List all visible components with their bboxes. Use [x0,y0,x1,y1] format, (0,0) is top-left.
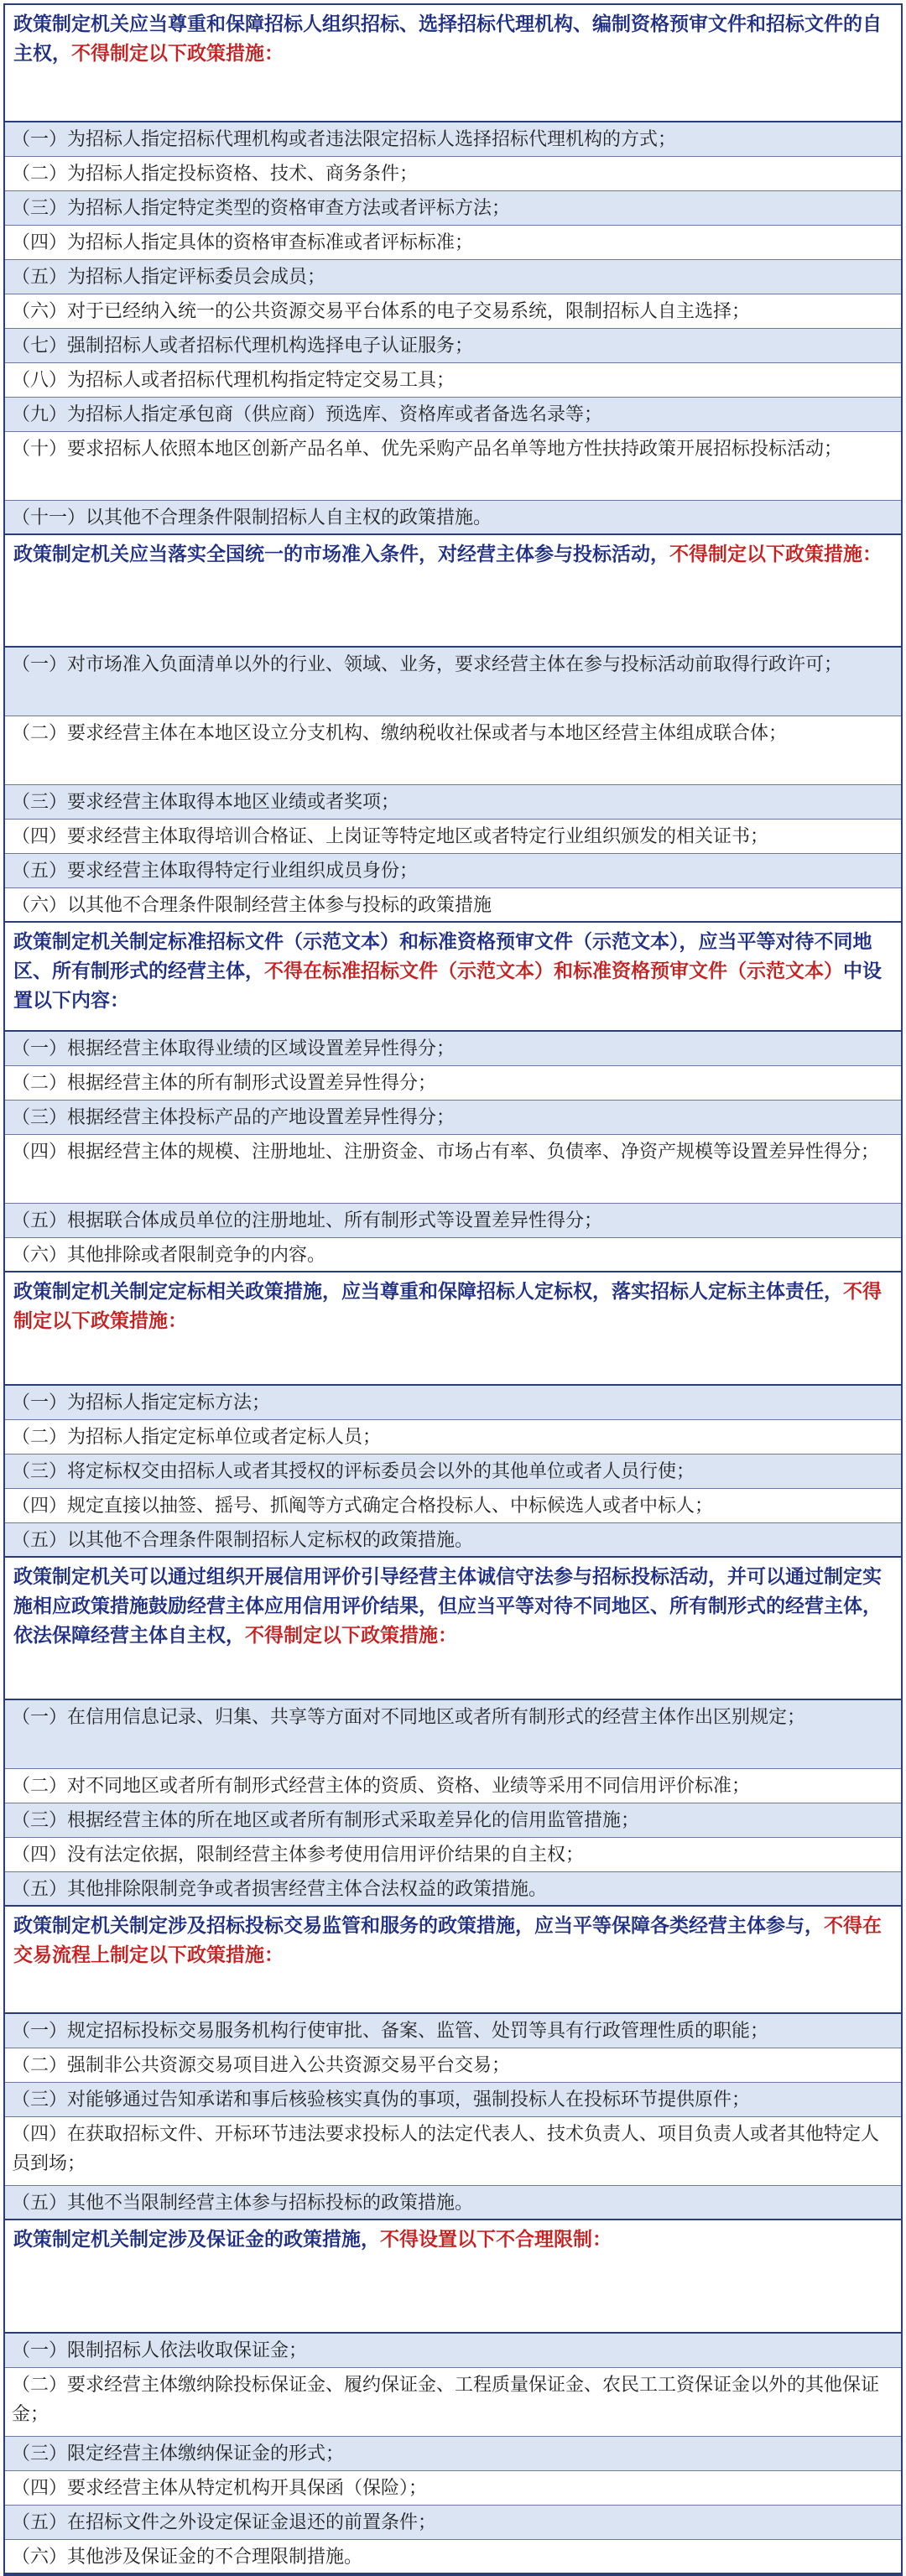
policy-section [5,1558,901,1907]
heading-text: 政策制定机关可以通过组织开展信用评价引导经营主体诚信守法参与招标投标活动，并可以通过制定实施相应政策措施鼓励经营主体应用信用评价结果，但应当平等对待不同地区、所有制形式的经营主体，依法保障经营主体自主权， [13,1566,882,1647]
policy-item: （三）将定标权交由招标人或者其授权的评标委员会以外的其他单位或者人员行使； [5,1455,901,1489]
policy-item: （七）强制招标人或者招标代理机构选择电子认证服务； [5,329,901,363]
heading-prohibition-text: 不得设置以下不合理限制： [380,2229,612,2251]
policy-item: （十）要求招标人依照本地区创新产品名单、优先采购产品名单等地方性扶持政策开展招标投标活动； [5,432,901,501]
policy-item: （一）规定招标投标交易服务机构行使审批、备案、监管、处罚等具有行政管理性质的职能； [5,2014,901,2048]
policy-item: （一）限制招标人依法收取保证金； [5,2334,901,2368]
heading-prohibition-text: 不得在交易流程上制定以下政策措施： [13,1915,882,1966]
heading-text: 政策制定机关制定标准招标文件（示范文本）和标准资格预审文件（示范文本），应当平等对待不同地区、所有制形式的经营主体， [13,931,872,982]
policy-item: （五）以其他不合理条件限制招标人定标权的政策措施。 [5,1523,901,1558]
policy-item: （四）规定直接以抽签、摇号、抓阄等方式确定合格投标人、中标候选人或者中标人； [5,1489,901,1523]
policy-item: （三）根据经营主体投标产品的产地设置差异性得分； [5,1101,901,1135]
section-heading [5,923,901,1032]
policy-document [3,3,903,2576]
policy-item: （八）为招标人或者招标代理机构指定特定交易工具； [5,363,901,398]
heading-text: 政策制定机关应当尊重和保障招标人组织招标、选择招标代理机构、编制资格预审文件和招标文件的自主权， [13,13,882,65]
policy-item: （三）要求经营主体取得本地区业绩或者奖项； [5,785,901,820]
policy-item: （五）在招标文件之外设定保证金退还的前置条件； [5,2506,901,2540]
heading-text: 政策制定机关应当落实全国统一的市场准入条件，对经营主体参与投标活动， [13,544,669,565]
policy-item: （三）对能够通过告知承诺和事后核验核实真伪的事项，强制投标人在投标环节提供原件； [5,2083,901,2117]
policy-item: （六）其他涉及保证金的不合理限制措施。 [5,2540,901,2574]
policy-section [5,5,901,535]
heading-prohibition-text: 不得制定以下政策措施： [669,544,882,565]
policy-item: （三）限定经营主体缴纳保证金的形式； [5,2437,901,2471]
policy-item: （四）没有法定依据，限制经营主体参考使用信用评价结果的自主权； [5,1838,901,1872]
policy-section [5,2220,901,2574]
policy-item: （二）根据经营主体的所有制形式设置差异性得分； [5,1066,901,1101]
policy-item: （一）根据经营主体取得业绩的区域设置差异性得分； [5,1032,901,1066]
policy-item: （十一）以其他不合理条件限制招标人自主权的政策措施。 [5,501,901,535]
policy-item: （二）为招标人指定投标资格、技术、商务条件； [5,157,901,191]
heading-text: 政策制定机关制定涉及招标投标交易监管和服务的政策措施，应当平等保障各类经营主体参与， [13,1915,824,1937]
policy-item: （五）其他排除限制竞争或者损害经营主体合法权益的政策措施。 [5,1872,901,1907]
section-heading [5,1907,901,2014]
policy-item: （四）根据经营主体的规模、注册地址、注册资金、市场占有率、负债率、净资产规模等设置差异性得分； [5,1135,901,1204]
policy-section [5,535,901,923]
policy-item: （五）根据联合体成员单位的注册地址、所有制形式等设置差异性得分； [5,1204,901,1238]
policy-item: （一）为招标人指定招标代理机构或者违法限定招标人选择招标代理机构的方式； [5,122,901,157]
policy-item: （三）为招标人指定特定类型的资格审查方法或者评标方法； [5,191,901,226]
policy-item: （二）为招标人指定定标单位或者定标人员； [5,1420,901,1455]
policy-item: （二）对不同地区或者所有制形式经营主体的资质、资格、业绩等采用不同信用评价标准； [5,1769,901,1803]
section-heading [5,2220,901,2334]
policy-item: （一）在信用信息记录、归集、共享等方面对不同地区或者所有制形式的经营主体作出区别规定； [5,1700,901,1769]
policy-section [5,923,901,1272]
policy-item: （二）要求经营主体在本地区设立分支机构、缴纳税收社保或者与本地区经营主体组成联合体； [5,716,901,785]
section-heading [5,535,901,648]
policy-item: （六）以其他不合理条件限制经营主体参与投标的政策措施 [5,888,901,923]
policy-item: （九）为招标人指定承包商（供应商）预选库、资格库或者备选名录等； [5,398,901,432]
policy-item: （六）其他排除或者限制竞争的内容。 [5,1238,901,1272]
policy-item: （四）要求经营主体取得培训合格证、上岗证等特定地区或者特定行业组织颁发的相关证书； [5,820,901,854]
heading-prohibition-text: 不得在标准招标文件（示范文本）和标准资格预审文件（示范文本） [264,960,843,982]
policy-item: （四）要求经营主体从特定机构开具保函（保险）； [5,2471,901,2506]
policy-item: （四）为招标人指定具体的资格审查标准或者评标标准； [5,226,901,260]
section-heading [5,1558,901,1700]
policy-section [5,1272,901,1558]
policy-item: （五）要求经营主体取得特定行业组织成员身份； [5,854,901,888]
policy-item: （六）对于已经纳入统一的公共资源交易平台体系的电子交易系统，限制招标人自主选择； [5,294,901,329]
section-heading [5,1272,901,1386]
heading-text: 政策制定机关制定涉及保证金的政策措施， [13,2229,380,2251]
heading-text: 政策制定机关制定定标相关政策措施，应当尊重和保障招标人定标权，落实招标人定标主体责任， [13,1281,843,1303]
policy-item: （二）要求经营主体缴纳除投标保证金、履约保证金、工程质量保证金、农民工工资保证金以外的其他保证金； [5,2368,901,2437]
policy-item: （五）其他不当限制经营主体参与招标投标的政策措施。 [5,2186,901,2220]
policy-section [5,1907,901,2220]
policy-item: （二）强制非公共资源交易项目进入公共资源交易平台交易； [5,2048,901,2083]
policy-item: （一）对市场准入负面清单以外的行业、领域、业务，要求经营主体在参与投标活动前取得行政许可； [5,648,901,716]
heading-prohibition-text: 不得制定以下政策措施： [71,43,284,65]
policy-item: （一）为招标人指定定标方法； [5,1386,901,1420]
heading-prohibition-text: 不得制定以下政策措施： [13,1281,882,1332]
policy-item: （五）为招标人指定评标委员会成员； [5,260,901,294]
heading-prohibition-text: 不得制定以下政策措施： [245,1625,457,1647]
heading-text: 中设置以下内容： [13,960,882,1012]
policy-item: （三）根据经营主体的所在地区或者所有制形式采取差异化的信用监管措施； [5,1803,901,1838]
policy-item: （四）在获取招标文件、开标环节违法要求投标人的法定代表人、技术负责人、项目负责人或者其他特定人员到场； [5,2117,901,2186]
section-heading [5,5,901,122]
